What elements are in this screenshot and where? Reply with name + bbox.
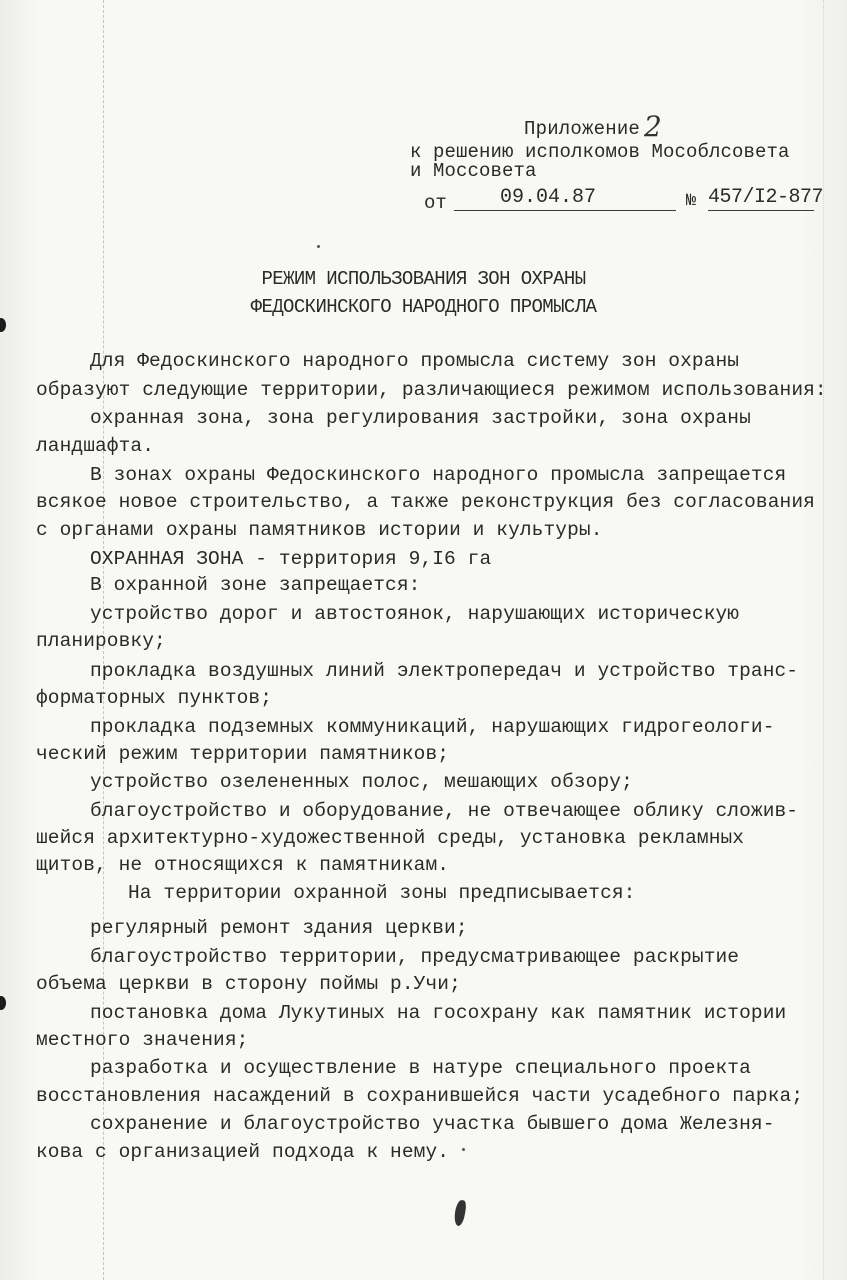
body-line: сохранение и благоустройство участка бывшего дома Железня- <box>90 1113 775 1135</box>
date-number-row <box>424 184 824 214</box>
punch-hole <box>0 318 6 332</box>
body-line: охранная зона, зона регулирования застройки, зона охраны <box>90 407 751 429</box>
body-line: постановка дома Лукутиных на госохрану как памятник истории <box>90 1002 787 1024</box>
number-field <box>708 184 824 211</box>
body-line: разработка и осуществление в натуре специального проекта <box>90 1057 751 1079</box>
body-line: форматорных пунктов; <box>36 687 273 709</box>
body-line: Для Федоскинского народного промысла систему зон охраны <box>90 350 740 372</box>
decision-line-1: к решению исполкомов Мособлсовета <box>410 141 790 163</box>
from-label: от <box>424 192 447 214</box>
body-line: В охранной зоне запрещается: <box>90 574 421 596</box>
body-line: В зонах охраны Федоскинского народного промысла запрещается <box>90 464 787 486</box>
body-line: благоустройство территории, предусматривающее раскрытие <box>90 946 740 968</box>
body-line: планировку; <box>36 630 166 652</box>
right-margin-line <box>823 0 824 1280</box>
body-line: с органами охраны памятников истории и культуры. <box>36 519 603 541</box>
body-line: щитов, не относящихся к памятникам. <box>36 854 450 876</box>
speck <box>317 245 320 248</box>
body-line: шейся архитектурно-художественной среды, установка рекламных <box>36 827 745 849</box>
ink-smudge <box>453 1199 467 1226</box>
body-line: местного значения; <box>36 1029 249 1051</box>
body-line: регулярный ремонт здания церкви; <box>90 917 468 939</box>
appendix-label: Приложение <box>524 118 641 140</box>
body-line: кова с организацией подхода к нему. <box>36 1141 450 1163</box>
date-value: 09.04.87 <box>500 186 597 209</box>
body-line: устройство озелененных полос, мешающих обзору; <box>90 771 633 793</box>
body-line: устройство дорог и автостоянок, нарушающих историческую <box>90 603 740 625</box>
appendix-number: 2 <box>644 110 663 143</box>
document-title-line-2: ФЕДОСКИНСКОГО НАРОДНОГО ПРОМЫСЛА <box>250 296 597 318</box>
body-line: объема церкви в сторону поймы р.Учи; <box>36 973 461 995</box>
speck <box>462 1148 465 1151</box>
number-value: 457/I2-877 <box>708 186 824 209</box>
document-title-line-1: РЕЖИМ ИСПОЛЬЗОВАНИЯ ЗОН ОХРАНЫ <box>261 268 586 290</box>
body-line: прокладка воздушных линий электропередач и устройство транс- <box>90 660 799 682</box>
body-line: прокладка подземных коммуникаций, нарушающих гидрогеологи- <box>90 716 775 738</box>
body-line: ОХРАННАЯ ЗОНА - территория 9,I6 га <box>90 548 492 570</box>
number-sign: № <box>686 192 697 211</box>
body-line: образуют следующие территории, различающиеся режимом использования: <box>36 379 827 401</box>
body-line: ландшафта. <box>36 435 155 457</box>
body-line: На территории охранной зоны предписывается: <box>128 882 636 904</box>
appendix-heading <box>524 108 662 141</box>
body-line: благоустройство и оборудование, не отвечающее облику сложив- <box>90 800 799 822</box>
punch-hole <box>0 996 6 1010</box>
body-line: ческий режим территории памятников; <box>36 743 450 765</box>
body-line: всякое новое строительство, а также реконструкция без согласования <box>36 491 815 513</box>
date-field <box>454 184 676 211</box>
body-line: восстановления насаждений в сохранившейся части усадебного парка; <box>36 1085 804 1107</box>
decision-line-2: и Моссовета <box>410 160 537 182</box>
